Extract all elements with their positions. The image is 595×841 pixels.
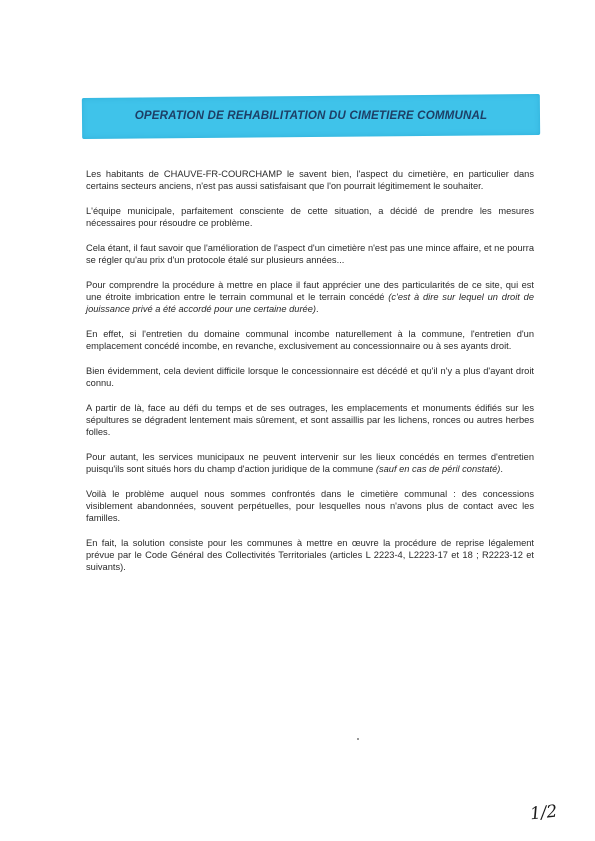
page-title: OPERATION DE REHABILITATION DU CIMETIERE COMMUNAL xyxy=(134,109,488,122)
paragraph-6 xyxy=(86,365,534,389)
paragraph-10 xyxy=(86,537,534,573)
paragraph-italic-note: (c'est à dire sur lequel un droit de jouissance privé a été accordé pour une certaine durée) xyxy=(86,292,535,314)
paragraph-4 xyxy=(86,279,534,315)
paragraph-italic-note: (sauf en cas de péril constaté) xyxy=(375,464,501,474)
paragraph-text: A partir de là, face au défi du temps et de ses outrages, les emplacements et monuments édifiés sur les sépultures se dégradent lentement mais sûrement, et sont assaillis par les lichens, ronces ou autres herbes folles. xyxy=(86,403,534,437)
paragraph-8 xyxy=(86,451,534,475)
paragraph-3 xyxy=(86,242,534,266)
paragraph-tail: . xyxy=(500,464,503,474)
paragraph-text: L'équipe municipale, parfaitement consciente de cette situation, a décidé de prendre les mesures nécessaires pour résoudre ce problème. xyxy=(86,206,534,228)
paragraph-7 xyxy=(86,402,534,438)
paragraph-tail: . xyxy=(315,304,319,314)
page-number: 1/2 xyxy=(529,801,559,825)
scan-speck xyxy=(357,738,359,740)
paragraph-1 xyxy=(86,168,534,192)
paragraph-5 xyxy=(86,328,534,352)
paragraph-text: Bien évidemment, cela devient difficile lorsque le concessionnaire est décédé et qu'il n'y a plus d'ayant droit connu. xyxy=(86,366,534,388)
paragraph-text: Pour autant, les services municipaux ne peuvent intervenir sur les lieux concédés en termes d'entretien puisqu'ils sont situés hors du champ d'action juridique de la commune xyxy=(86,452,534,474)
article-body xyxy=(86,168,534,586)
title-banner xyxy=(82,96,540,137)
paragraph-text: En effet, si l'entretien du domaine communal incombe naturellement à la commune, l'entretien d'un emplacement concédé incombe, en revanche, exclusivement au concessionnaire ou à ses ayants droit. xyxy=(86,329,534,351)
paragraph-9 xyxy=(86,488,534,524)
paragraph-text: Voilà le problème auquel nous sommes confrontés dans le cimetière communal : des concessions visiblement abandonnées, souvent perpétuelles, pour lesquelles nous n'avons plus de contact avec les familles. xyxy=(86,489,534,523)
paragraph-text: Cela étant, il faut savoir que l'amélioration de l'aspect d'un cimetière n'est pas une mince affaire, et ne pourra se régler qu'au prix d'un protocole étalé sur plusieurs années... xyxy=(86,243,534,265)
paragraph-text: Pour comprendre la procédure à mettre en place il faut apprécier une des particularités de ce site, qui est une étroite imbrication entre le terrain communal et le terrain concédé xyxy=(86,280,534,302)
paragraph-text: Les habitants de CHAUVE-FR-COURCHAMP le savent bien, l'aspect du cimetière, en particulier dans certains secteurs anciens, n'est pas aussi satisfaisant que l'on pourrait légitimement le souhaiter. xyxy=(86,169,534,191)
paragraph-text: En fait, la solution consiste pour les communes à mettre en œuvre la procédure de reprise légalement prévue par le Code Général des Collectivités Territoriales (articles L 2223-4, L2223-17 et 18 ; R2223-12 et suivants). xyxy=(86,538,534,572)
paragraph-2 xyxy=(86,205,534,229)
